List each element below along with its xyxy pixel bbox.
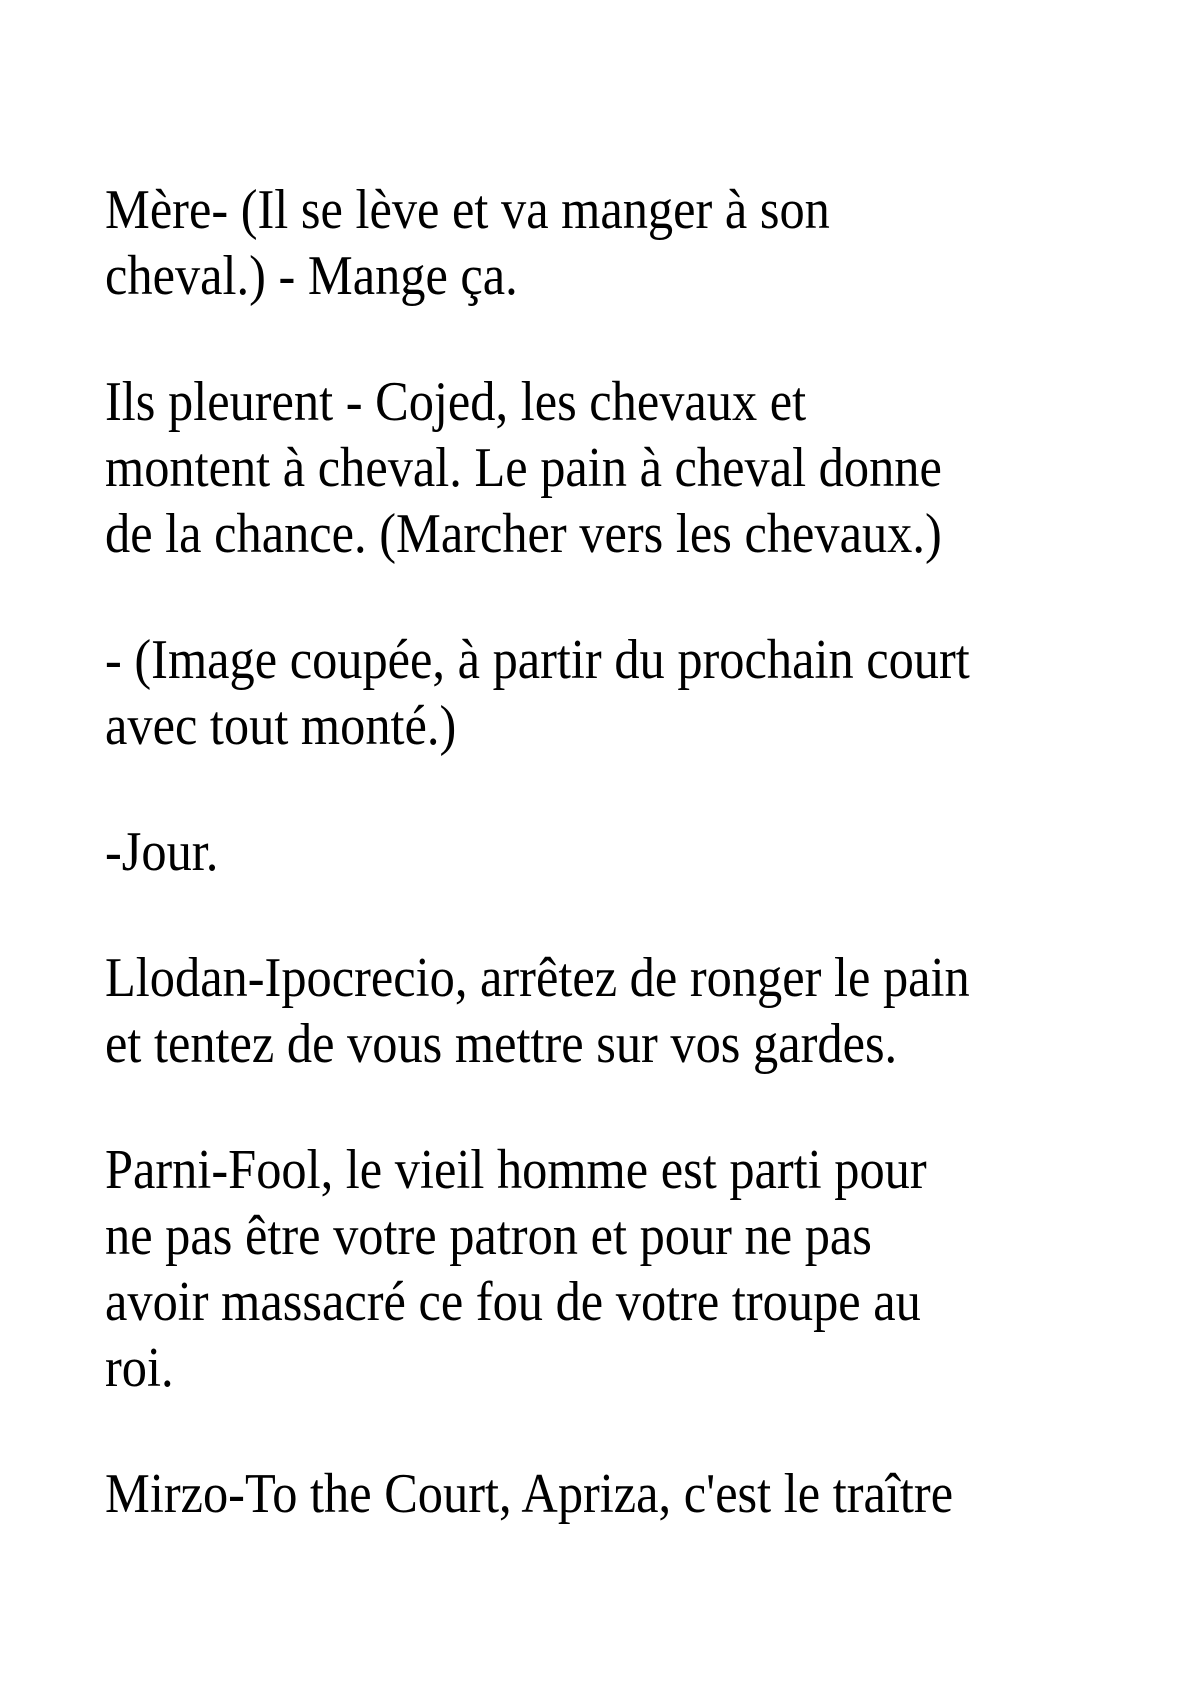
paragraph	[105, 945, 1115, 1077]
text-line: Parni-Fool, le vieil homme est parti pour	[105, 1139, 927, 1201]
paragraph	[105, 177, 1115, 309]
paragraph	[105, 819, 1115, 885]
text-line: Llodan-Ipocrecio, arrêtez de ronger le pain	[105, 947, 970, 1009]
text-line: Ils pleurent - Cojed, les chevaux et	[105, 371, 807, 433]
text-line: ne pas être votre patron et pour ne pas	[105, 1205, 872, 1267]
text-line: et tentez de vous mettre sur vos gardes.	[105, 1013, 898, 1075]
paragraph	[105, 627, 1115, 759]
text-line: Mirzo-To the Court, Apriza, c'est le traître	[105, 1463, 954, 1525]
text-line: cheval.) - Mange ça.	[105, 245, 518, 307]
paragraph	[105, 1461, 1115, 1527]
text-line: avoir massacré ce fou de votre troupe au	[105, 1271, 921, 1333]
paragraph	[105, 369, 1115, 567]
text-line: roi.	[105, 1337, 174, 1399]
text-line: avec tout monté.)	[105, 695, 457, 757]
text-line: -Jour.	[105, 821, 219, 883]
document-text	[105, 177, 1115, 1587]
text-line: - (Image coupée, à partir du prochain court	[105, 629, 970, 691]
text-line: Mère- (Il se lève et va manger à son	[105, 179, 830, 241]
text-line: de la chance. (Marcher vers les chevaux.)	[105, 503, 942, 565]
text-line: montent à cheval. Le pain à cheval donne	[105, 437, 942, 499]
paragraph	[105, 1137, 1115, 1401]
